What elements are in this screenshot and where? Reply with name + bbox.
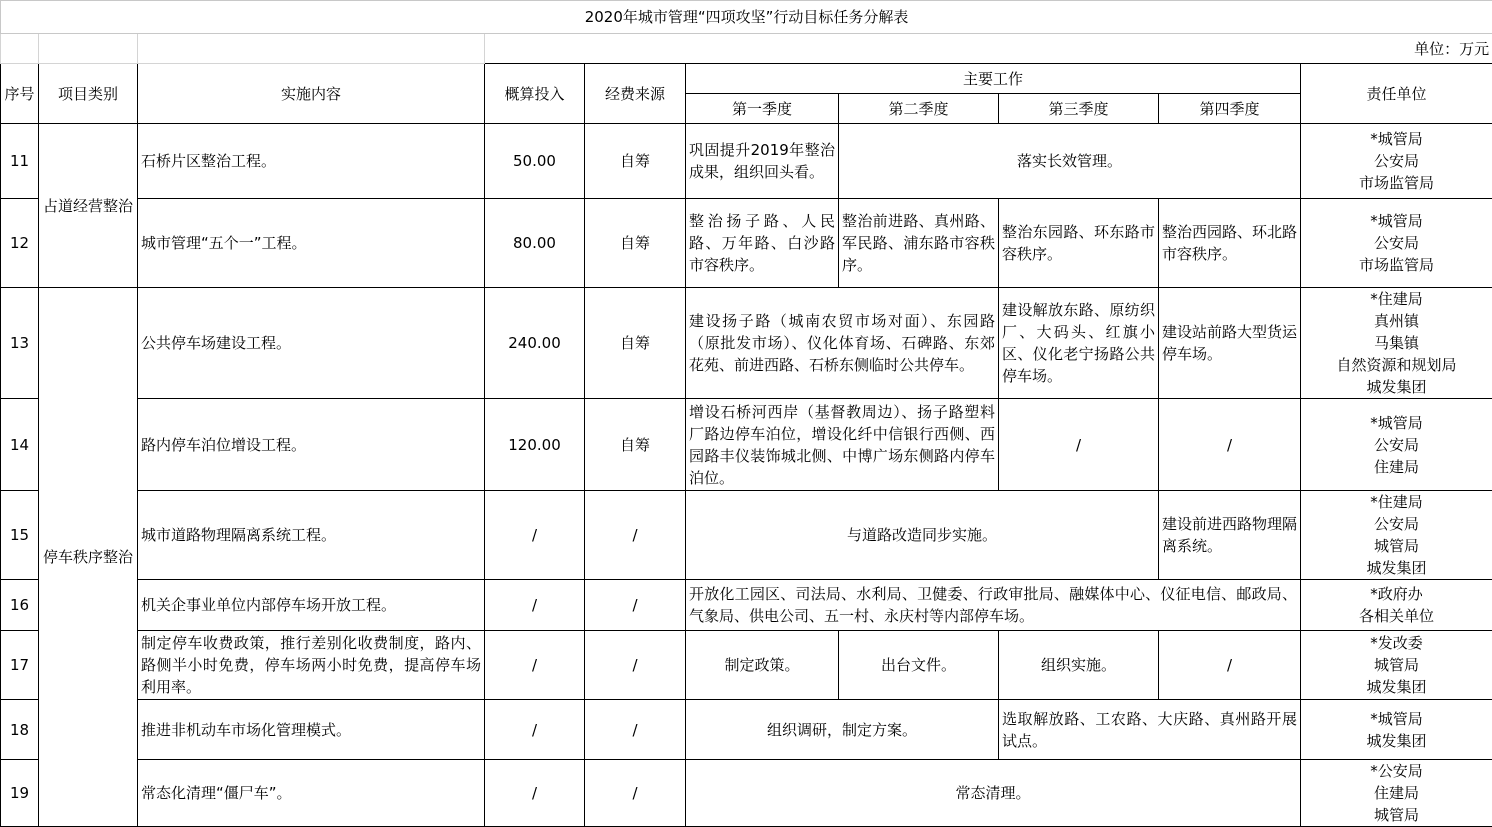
responsible-unit: 城管局 (1304, 654, 1489, 676)
table-title[interactable]: 2020年城市管理“四项攻坚”行动目标任务分解表 (1, 1, 1492, 34)
empty-cell[interactable] (39, 34, 138, 64)
responsible-unit: 住建局 (1304, 782, 1489, 804)
category-parking[interactable]: 停车秩序整治 (39, 288, 138, 827)
row-seq[interactable]: 18 (1, 700, 39, 760)
row-budget[interactable]: 240.00 (485, 288, 585, 399)
row-content[interactable]: 常态化清理“僵尸车”。 (138, 760, 485, 827)
row-q4[interactable]: 建设前进西路物理隔离系统。 (1159, 491, 1301, 580)
row-q1-q4[interactable]: 开放化工园区、司法局、水利局、卫健委、行政审批局、融媒体中心、仪征电信、邮政局、气象局、供电公司、五一村、永庆村等内部停车场。 (686, 580, 1301, 631)
row-q4[interactable]: 建设站前路大型货运停车场。 (1159, 288, 1301, 399)
row-content[interactable]: 机关企事业单位内部停车场开放工程。 (138, 580, 485, 631)
row-q1[interactable]: 整治扬子路、人民路、万年路、白沙路市容秩序。 (686, 199, 839, 288)
empty-cell[interactable] (1, 34, 39, 64)
header-main-work[interactable]: 主要工作 (686, 64, 1301, 94)
row-responsible[interactable] (1301, 124, 1492, 199)
row-content[interactable]: 路内停车泊位增设工程。 (138, 399, 485, 491)
responsible-unit: 城发集团 (1304, 730, 1489, 752)
responsible-unit: *城管局 (1304, 412, 1489, 434)
row-q4[interactable]: / (1159, 399, 1301, 491)
row-seq[interactable]: 13 (1, 288, 39, 399)
table-row (1, 580, 1492, 631)
row-q1-q2[interactable]: 增设石桥河西岸（基督教周边）、扬子路塑料厂路边停车泊位，增设化纤中信银行西侧、西园路丰仪装饰城北侧、中博广场东侧路内停车泊位。 (686, 399, 999, 491)
row-q2[interactable]: 出台文件。 (839, 631, 999, 700)
row-responsible[interactable] (1301, 199, 1492, 288)
row-content[interactable]: 公共停车场建设工程。 (138, 288, 485, 399)
row-budget[interactable]: / (485, 491, 585, 580)
row-source[interactable]: / (585, 700, 686, 760)
empty-cell[interactable] (138, 34, 485, 64)
responsible-unit: 公安局 (1304, 434, 1489, 456)
row-content[interactable]: 石桥片区整治工程。 (138, 124, 485, 199)
row-q3[interactable]: 整治东园路、环东路市容秩序。 (999, 199, 1159, 288)
category-road-occupation[interactable]: 占道经营整治 (39, 124, 138, 288)
responsible-unit: 城发集团 (1304, 376, 1489, 398)
table-row (1, 199, 1492, 288)
header-seq[interactable]: 序号 (1, 64, 39, 124)
header-content[interactable]: 实施内容 (138, 64, 485, 124)
row-responsible[interactable] (1301, 288, 1492, 399)
row-seq[interactable]: 12 (1, 199, 39, 288)
responsible-unit: *城管局 (1304, 708, 1489, 730)
row-responsible[interactable] (1301, 580, 1492, 631)
row-source[interactable]: / (585, 580, 686, 631)
header-category[interactable]: 项目类别 (39, 64, 138, 124)
responsible-unit: 公安局 (1304, 232, 1489, 254)
row-q1-q4[interactable]: 常态清理。 (686, 760, 1301, 827)
row-q1[interactable]: 制定政策。 (686, 631, 839, 700)
responsible-unit: 各相关单位 (1304, 605, 1489, 627)
unit-label[interactable]: 单位：万元 (485, 34, 1492, 64)
row-q2-q4[interactable]: 落实长效管理。 (839, 124, 1301, 199)
header-row (1, 64, 1492, 94)
row-budget[interactable]: 120.00 (485, 399, 585, 491)
row-content[interactable]: 城市道路物理隔离系统工程。 (138, 491, 485, 580)
row-responsible[interactable] (1301, 631, 1492, 700)
responsible-unit: 自然资源和规划局 (1304, 354, 1489, 376)
row-seq[interactable]: 17 (1, 631, 39, 700)
responsible-unit: *公安局 (1304, 760, 1489, 782)
row-q1-q2[interactable]: 组织调研，制定方案。 (686, 700, 999, 760)
responsible-unit: *城管局 (1304, 210, 1489, 232)
header-q2[interactable]: 第二季度 (839, 94, 999, 124)
responsible-unit: 城管局 (1304, 804, 1489, 826)
responsible-unit: 市场监管局 (1304, 254, 1489, 276)
row-content[interactable]: 城市管理“五个一”工程。 (138, 199, 485, 288)
row-source[interactable]: / (585, 631, 686, 700)
table-row (1, 700, 1492, 760)
row-seq[interactable]: 14 (1, 399, 39, 491)
responsible-unit: 市场监管局 (1304, 172, 1489, 194)
table-row (1, 399, 1492, 491)
header-q1[interactable]: 第一季度 (686, 94, 839, 124)
row-responsible[interactable] (1301, 760, 1492, 827)
row-q4[interactable]: / (1159, 631, 1301, 700)
row-q3[interactable]: 建设解放东路、原纺织厂、大码头、红旗小区、仪化老宁扬路公共停车场。 (999, 288, 1159, 399)
title-row (1, 1, 1492, 34)
row-budget[interactable]: 50.00 (485, 124, 585, 199)
row-q1-q3[interactable]: 与道路改造同步实施。 (686, 491, 1159, 580)
row-source[interactable]: 自筹 (585, 199, 686, 288)
row-q3-q4[interactable]: 选取解放路、工农路、大庆路、真州路开展试点。 (999, 700, 1301, 760)
responsible-unit: 城管局 (1304, 535, 1489, 557)
row-responsible[interactable] (1301, 399, 1492, 491)
responsible-unit: 公安局 (1304, 513, 1489, 535)
row-seq[interactable]: 11 (1, 124, 39, 199)
row-q3[interactable]: / (999, 399, 1159, 491)
row-content[interactable]: 制定停车收费政策，推行差别化收费制度，路内、路侧半小时免费，停车场两小时免费，提高停车场利用率。 (138, 631, 485, 700)
responsible-unit: 住建局 (1304, 456, 1489, 478)
unit-row (1, 34, 1492, 64)
responsible-unit: 马集镇 (1304, 332, 1489, 354)
header-responsible[interactable]: 责任单位 (1301, 64, 1492, 124)
responsible-unit: 城发集团 (1304, 557, 1489, 579)
row-budget[interactable]: / (485, 700, 585, 760)
row-source[interactable]: / (585, 760, 686, 827)
row-source[interactable]: / (585, 491, 686, 580)
row-budget[interactable]: / (485, 760, 585, 827)
row-seq[interactable]: 16 (1, 580, 39, 631)
header-q3[interactable]: 第三季度 (999, 94, 1159, 124)
row-budget[interactable]: / (485, 631, 585, 700)
row-source[interactable]: 自筹 (585, 124, 686, 199)
table-row (1, 124, 1492, 199)
row-responsible[interactable] (1301, 491, 1492, 580)
row-q1[interactable]: 巩固提升2019年整治成果，组织回头看。 (686, 124, 839, 199)
responsible-unit: *发改委 (1304, 632, 1489, 654)
row-budget[interactable]: 80.00 (485, 199, 585, 288)
row-q1-q2[interactable]: 建设扬子路（城南农贸市场对面）、东园路（原批发市场）、仪化体育场、石碑路、东郊花苑、前进西路、石桥东侧临时公共停车。 (686, 288, 999, 399)
row-content[interactable]: 推进非机动车市场化管理模式。 (138, 700, 485, 760)
row-q4[interactable]: 整治西园路、环北路市容秩序。 (1159, 199, 1301, 288)
responsible-unit: *城管局 (1304, 128, 1489, 150)
row-budget[interactable]: / (485, 580, 585, 631)
header-q4[interactable]: 第四季度 (1159, 94, 1301, 124)
table-row (1, 760, 1492, 827)
header-budget[interactable]: 概算投入 (485, 64, 585, 124)
row-source[interactable]: 自筹 (585, 288, 686, 399)
responsible-unit: *住建局 (1304, 288, 1489, 310)
header-source[interactable]: 经费来源 (585, 64, 686, 124)
row-q2[interactable]: 整治前进路、真州路、军民路、浦东路市容秩序。 (839, 199, 999, 288)
responsible-unit: 公安局 (1304, 150, 1489, 172)
row-seq[interactable]: 15 (1, 491, 39, 580)
table-row (1, 491, 1492, 580)
responsible-unit: *政府办 (1304, 583, 1489, 605)
row-q3[interactable]: 组织实施。 (999, 631, 1159, 700)
responsible-unit: 城发集团 (1304, 676, 1489, 698)
table-row (1, 631, 1492, 700)
row-source[interactable]: 自筹 (585, 399, 686, 491)
responsible-unit: *住建局 (1304, 491, 1489, 513)
row-seq[interactable]: 19 (1, 760, 39, 827)
table-row (1, 288, 1492, 399)
responsible-unit: 真州镇 (1304, 310, 1489, 332)
row-responsible[interactable] (1301, 700, 1492, 760)
